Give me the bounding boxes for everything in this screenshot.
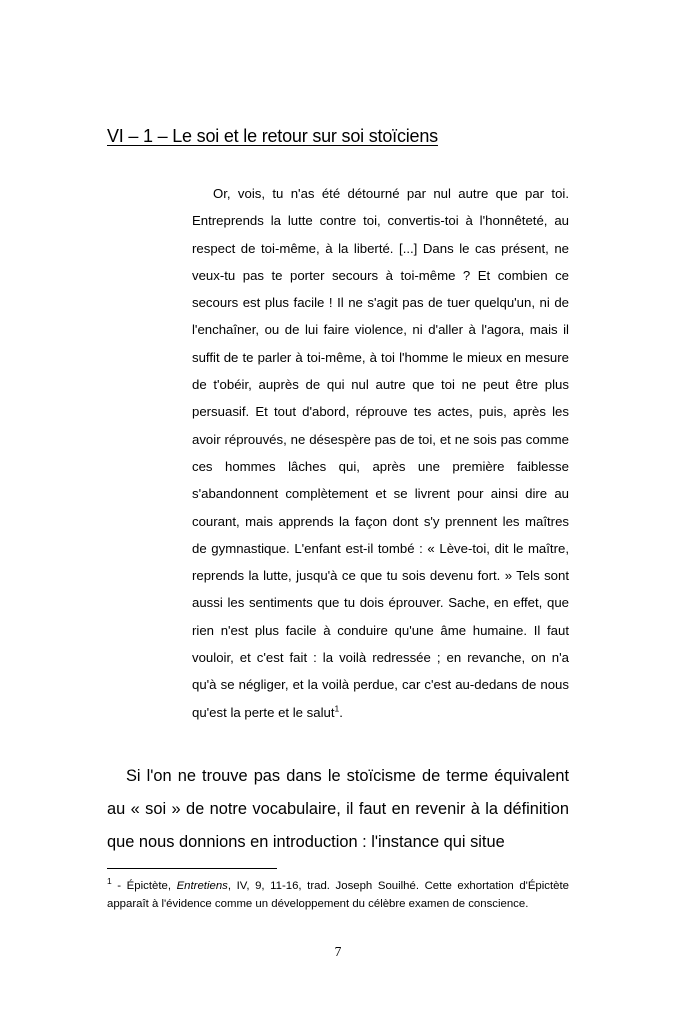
- footnote-text-after-title: , IV, 9, 11-16, trad. Joseph Souilhé. Cette exhortation d'Épictète apparaît à l'évidence comme un développement du célèbre examen de conscience.: [107, 880, 569, 910]
- section-heading: VI – 1 – Le soi et le retour sur soi stoïciens: [107, 126, 438, 146]
- footnote: [107, 878, 569, 913]
- footnote-reference[interactable]: 1: [334, 703, 340, 714]
- footnote-marker: 1: [107, 876, 112, 887]
- footnote-separator: [107, 868, 277, 869]
- footnote-text-before-title: - Épictète,: [111, 880, 177, 892]
- footnote-work-title: Entretiens: [176, 880, 228, 892]
- quotation-end: .: [339, 704, 343, 720]
- epictetus-quotation: [192, 180, 569, 726]
- body-paragraph: Si l'on ne trouve pas dans le stoïcisme de terme équivalent au « soi » de notre vocabulaire, il faut en revenir à la définition que nous donnions en introduction : l'instance qui situe: [107, 767, 569, 851]
- quotation-text: Or, vois, tu n'as été détourné par nul autre que par toi. Entreprends la lutte contre toi, convertis-toi à l'honnêteté, au respect de toi-même, à la liberté. [...] Dans le cas présent, ne veux-tu pas te porter secours à toi-même ? Et combien ce secours est plus facile ! Il ne s'agit pas de tuer quelqu'un, ni de l'enchaîner, ou de lui faire violence, ni d'aller à l'agora, mais il suffit de te parler à toi-même, à toi l'homme le mieux en mesure de t'obéir, auprès de qui nul autre que toi ne peut être plus persuasif. Et tout d'abord, réprouve tes actes, puis, après les avoir réprouvés, ne désespère pas de toi, et ne sois pas comme ces hommes lâches qui, après une première faiblesse s'abandonnent complètement et se livrent pour ainsi dire au courant, mais apprends la façon dont s'y prennent les maîtres de gymnastique. L'enfant est-il tombé : « Lève-toi, dit le maître, reprends la lutte, jusqu'à ce que tu sois devenu fort. » Tels sont aussi les sentiments que tu dois éprouver. Sache, en effet, que rien n'est plus facile à conduire qu'une âme humaine. Il faut vouloir, et c'est fait : la voilà redressée ; en revanche, on n'a qu'à se négliger, et la voilà perdue, car c'est au-dedans de nous qu'est la perte et le salut: [192, 186, 569, 720]
- page-number: 7: [334, 944, 342, 959]
